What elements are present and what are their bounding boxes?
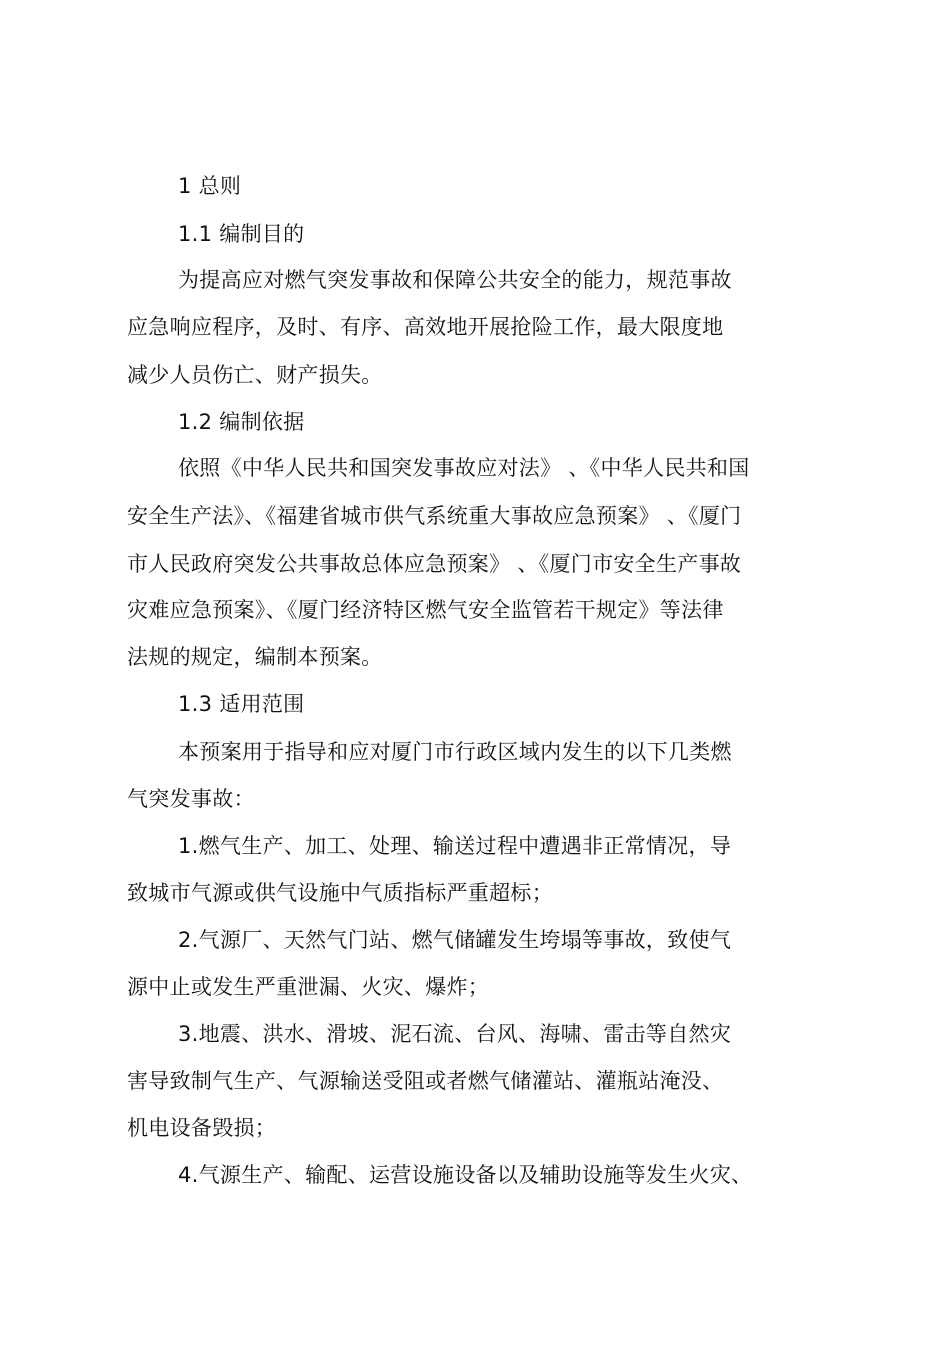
list-item-2-line: 2.气源厂、天然气门站、燃气储罐发生垮塌等事故，致使气 — [178, 928, 732, 952]
paragraph-purpose-line: 应急响应程序，及时、有序、高效地开展抢险工作，最大限度地 — [127, 315, 724, 339]
list-item-3-line: 机电设备毁损； — [127, 1116, 277, 1140]
section-heading-1: 1 总则 — [178, 174, 242, 198]
subsection-heading-1-1: 1.1 编制目的 — [178, 222, 305, 246]
paragraph-basis-line: 市人民政府突发公共事故总体应急预案》 、《厦门市安全生产事故 — [127, 552, 742, 576]
list-item-3-line: 害导致制气生产、气源输送受阻或者燃气储灌站、灌瓶站淹没、 — [127, 1069, 724, 1093]
paragraph-basis-line: 法规的规定，编制本预案。 — [127, 645, 383, 669]
paragraph-purpose-line: 为提高应对燃气突发事故和保障公共安全的能力，规范事故 — [178, 268, 732, 292]
paragraph-purpose-line: 减少人员伤亡、财产损失。 — [127, 363, 383, 387]
paragraph-scope-line: 本预案用于指导和应对厦门市行政区域内发生的以下几类燃 — [178, 740, 732, 764]
subsection-heading-1-3: 1.3 适用范围 — [178, 692, 305, 716]
list-item-3-line: 3.地震、洪水、滑坡、泥石流、台风、海啸、雷击等自然灾 — [178, 1022, 732, 1046]
list-item-1-line: 致城市气源或供气设施中气质指标严重超标； — [127, 881, 553, 905]
paragraph-scope-line: 气突发事故： — [127, 787, 255, 811]
list-item-2-line: 源中止或发生严重泄漏、火灾、爆炸； — [127, 975, 490, 999]
list-item-4-line: 4.气源生产、输配、运营设施设备以及辅助设施等发生火灾、 — [178, 1163, 753, 1187]
list-item-1-line: 1.燃气生产、加工、处理、输送过程中遭遇非正常情况，导 — [178, 834, 732, 858]
paragraph-basis-line: 依照《中华人民共和国突发事故应对法》 、《中华人民共和国 — [178, 456, 750, 480]
paragraph-basis-line: 安全生产法》、《福建省城市供气系统重大事故应急预案》 、《厦门 — [127, 504, 742, 528]
subsection-heading-1-2: 1.2 编制依据 — [178, 410, 305, 434]
paragraph-basis-line: 灾难应急预案》、《厦门经济特区燃气安全监管若干规定》等法律 — [127, 598, 724, 622]
